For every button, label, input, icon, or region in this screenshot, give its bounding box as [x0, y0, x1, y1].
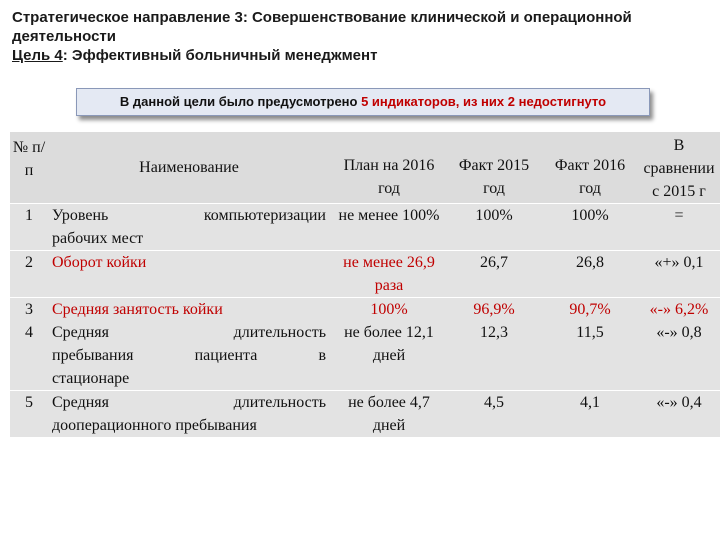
table-row: [10, 204, 720, 251]
goal-title: [12, 46, 712, 65]
row-fact-2015: 12,3: [446, 321, 542, 391]
row-fact-2015: 100%: [446, 204, 542, 251]
row-compare: «-» 6,2%: [638, 298, 720, 322]
row-fact-2016: 100%: [542, 204, 638, 251]
row-num: 2: [10, 251, 48, 298]
row-compare: =: [638, 204, 720, 251]
table-row: [10, 298, 720, 322]
indicator-summary-banner: [76, 88, 650, 116]
row-plan: не менее 26,9 раза: [332, 251, 446, 298]
header-fact-2016: Факт 2016 год: [542, 132, 638, 204]
row-num: 5: [10, 391, 48, 438]
row-fact-2016: 4,1: [542, 391, 638, 438]
indicators-table-wrap: [10, 132, 715, 437]
row-name: Средняя длительность дооперационного пребывания: [48, 391, 332, 438]
row-name: Средняя занятость койки: [48, 298, 332, 322]
indicators-table: [10, 132, 720, 437]
row-fact-2016: 26,8: [542, 251, 638, 298]
header-plan: План на 2016 год: [332, 132, 446, 204]
goal-text: : Эффективный больничный менеджмент: [62, 47, 378, 64]
header-num: № п/п: [10, 132, 48, 204]
row-num: 3: [10, 298, 48, 322]
row-compare: «-» 0,4: [638, 391, 720, 438]
row-name: Оборот койки: [48, 251, 332, 298]
row-plan: не более 12,1 дней: [332, 321, 446, 391]
row-fact-2015: 4,5: [446, 391, 542, 438]
table-row: [10, 321, 720, 391]
header-name: Наименование: [48, 132, 332, 204]
table-row: [10, 251, 720, 298]
row-plan: не более 4,7 дней: [332, 391, 446, 438]
strategic-direction-title-cont: деятельности: [12, 28, 116, 45]
header-fact-2015: Факт 2015 год: [446, 132, 542, 204]
goal-label: Цель 4: [12, 47, 63, 64]
slide-header: [12, 8, 712, 65]
row-fact-2016: 90,7%: [542, 298, 638, 322]
row-compare: «-» 0,8: [638, 321, 720, 391]
row-name: Уровень компьютеризации рабочих мест: [48, 204, 332, 251]
row-plan: 100%: [332, 298, 446, 322]
row-fact-2015: 26,7: [446, 251, 542, 298]
strategic-direction-title: Стратегическое направление 3: Совершенствование клинической и операционной: [12, 9, 632, 26]
banner-prefix: В данной цели было предусмотрено: [119, 94, 362, 109]
row-fact-2015: 96,9%: [446, 298, 542, 322]
table-header-row: [10, 132, 720, 204]
banner-highlight: 5 индикаторов, из них 2 недостигнуто: [361, 94, 607, 109]
table-row: [10, 391, 720, 438]
row-fact-2016: 11,5: [542, 321, 638, 391]
row-num: 1: [10, 204, 48, 251]
header-compare: В сравнении с 2015 г: [638, 132, 720, 204]
row-num: 4: [10, 321, 48, 391]
row-name: Средняя длительность пребывания пациента в стационаре: [48, 321, 332, 391]
row-plan: не менее 100%: [332, 204, 446, 251]
row-compare: «+» 0,1: [638, 251, 720, 298]
